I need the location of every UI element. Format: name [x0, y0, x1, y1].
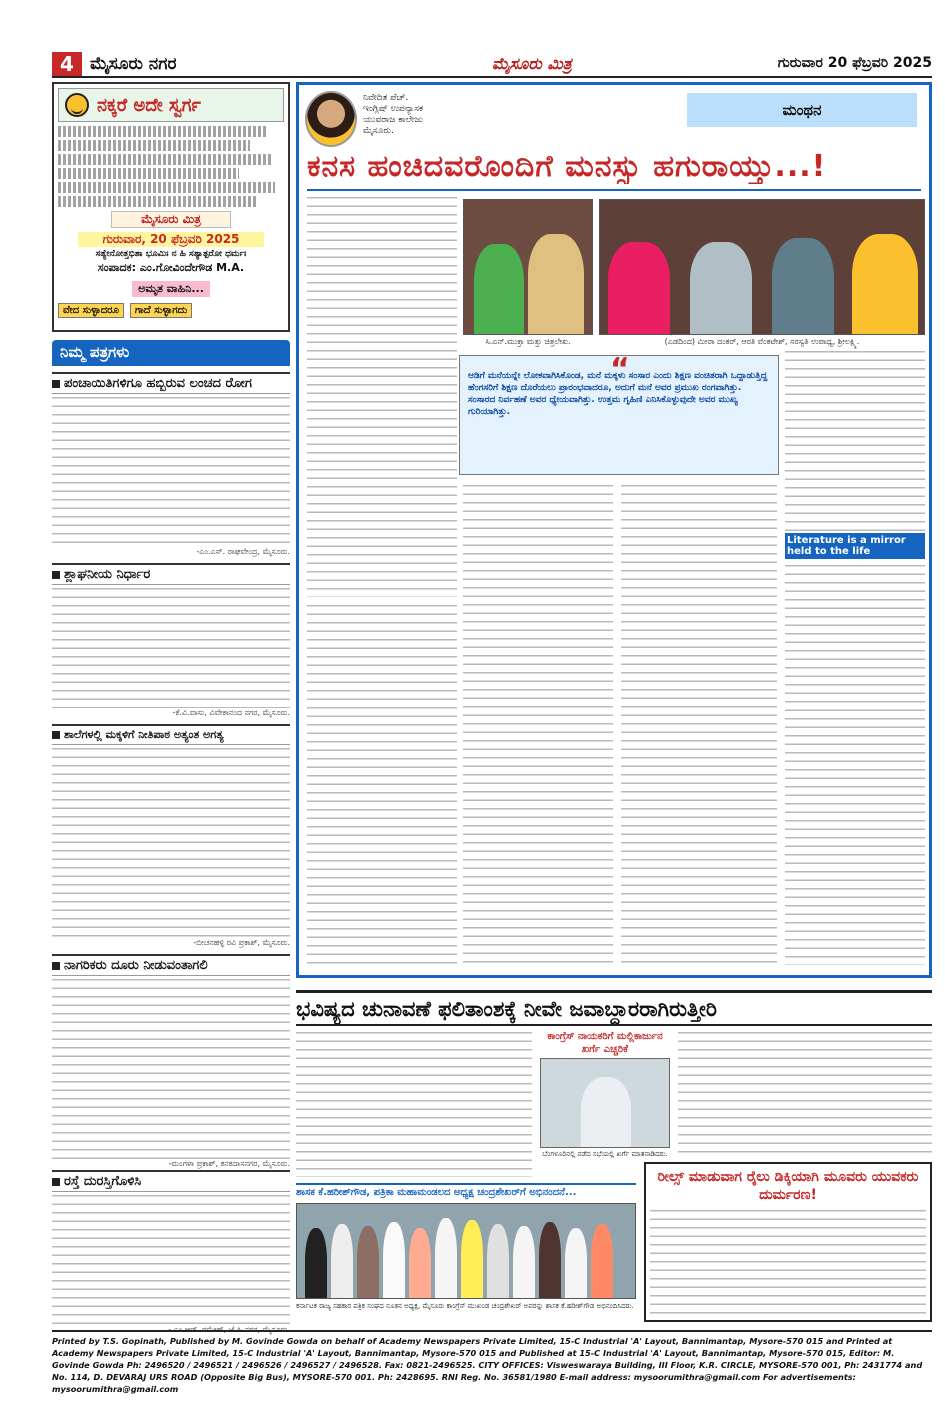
feature-text-col-1b — [307, 605, 457, 965]
letter-title: ರಸ್ತೆ ದುರಸ್ತಿಗೊಳಿಸಿ — [64, 1174, 142, 1189]
left-column — [52, 82, 290, 1169]
letter-signature: -ಎಂ.ಎಸ್. ರಾಘವೇಂದ್ರ, ಮೈಸೂರು. — [196, 547, 290, 556]
pull-quote-text: ಆಡಿಗೆ ಮನೆಯನ್ನೇ ಲೋಕವಾಗಿಸಿಕೊಂಡ, ಮನೆ ಮಕ್ಕಳು ಸಂಸಾರ ಎಂದು ಶಿಕ್ಷಣ ವಂಚಿತರಾಗಿ ಒದ್ದಾಡುತ್ತಿದ್ದ ಹೆಂಗಸರಿಗೆ ಶಿಕ್ಷಣ ದೊರೆಯಲು ಪ್ರಾರಂಭವಾದರೂ, ಅದುಗೆ ಮನೆ ಅವರ ಪ್ರಮುಖ ರಂಗವಾಗಿತ್ತು. ಸಂಸಾರದ ನಿರ್ವಹಣೆ ಅವರ ಧ್ಯೇಯವಾಗಿತ್ತು. ಉತ್ತಮ ಗೃಹಿಣಿ ಎನಿಸಿಕೊಳ್ಳುವುದೇ ಅವರ ಮುಖ್ಯ ಗುರಿಯಾಗಿತ್ತು. — [468, 371, 768, 417]
feature-article — [296, 82, 932, 978]
letter-body — [52, 588, 290, 708]
letter-body — [52, 1195, 290, 1325]
letter-title: ಪಂಚಾಯಿತಿಗಳಿಗೂ ಹಬ್ಬಿರುವ ಲಂಚದ ರೋಗ — [64, 376, 252, 391]
letter-item — [52, 954, 290, 1169]
bullet-icon — [52, 962, 60, 970]
group-photo — [296, 1203, 636, 1299]
joke-title: ನಕ್ಕರೆ ಅದೇ ಸ್ವರ್ಗ — [97, 94, 201, 116]
author-line: ಇಂಗ್ಲಿಷ್ ಉಪನ್ಯಾಸಕ — [363, 104, 424, 114]
mini-paper-logo: ಮೈಸೂರು ಮಿತ್ರ — [111, 211, 231, 228]
bullet-icon — [52, 380, 60, 388]
letter-body — [52, 748, 290, 938]
feature-text-col-5a — [785, 351, 925, 531]
letter-signature: -ಮಂಗಳಾ ಪ್ರಕಾಶ್, ಕನಕದಾಸನಗರ, ಮೈಸೂರು. — [168, 1159, 290, 1168]
feature-text-col-3 — [621, 485, 777, 965]
election-text-left — [296, 1032, 532, 1177]
column-name: ಮಂಥನ — [687, 93, 917, 127]
author-line: ಮೈಸೂರು. — [363, 126, 394, 136]
kharge-photo-label: ಕಾಂಗ್ರೆಸ್ ನಾಯಕರಿಗೆ ಮಲ್ಲಿಕಾರ್ಜುನ ಖರ್ಗೆ ಎಚ್ಚರಿಕೆ — [547, 1031, 663, 1055]
section-name: ಮೈಸೂರು ನಗರ — [90, 54, 177, 74]
author-line: ಯುವರಾಜ ಕಾಲೇಜು — [363, 115, 424, 125]
veda-tag-2: ಗಾದೆ ಸುಳ್ಳಾಗದು — [130, 303, 192, 318]
letter-body — [52, 979, 290, 1159]
page-number-badge: 4 — [52, 52, 82, 76]
reels-story — [644, 1162, 932, 1322]
letter-item — [52, 1170, 290, 1335]
photo-caption-right: (ಎಡದಿಂದ) ಮೀರಾ ದಂಕರ್, ಆರತಿ ವೆಂಕಟೇಶ್, ಸರಸ್ವತಿ ಉಪಾಧ್ಯ, ಶ್ರೀಲಕ್ಷ್ಮಿ. — [664, 337, 860, 346]
photo-caption-left: ಸಿ.ಎನ್.ಮುಕ್ತಾ ಮತ್ತು ಚಿತ್ರಲೇಖ. — [485, 337, 571, 346]
bullet-icon — [52, 731, 60, 739]
mini-date: ಗುರುವಾರ, 20 ಫೆಬ್ರವರಿ 2025 — [78, 232, 264, 247]
joke-text — [58, 126, 284, 207]
smiley-icon — [65, 93, 89, 117]
group-photo-caption: ಕರ್ನಾಟಕ ರಾಜ್ಯ ಸಹಕಾರ ಪತ್ರಿಕ ಸಂಘದ ನೂತನ ಅಧ್ಯಕ್ಷ, ಮೈಸೂರು ಕಾಂಗ್ರೆಸ್ ಮುಖಂಡ ಚಂದ್ರಶೇಖರ್ ಅವರನ್ನು ಶಾಸಕ ಕೆ.ಹರೀಶ್‌ಗೌಡ ಅಭಿನಂದಿಸಿದರು. — [296, 1302, 634, 1310]
election-headline: ಭವಿಷ್ಯದ ಚುನಾವಣೆ ಫಲಿತಾಂಶಕ್ಕೆ ನೀವೇ ಜವಾಬ್ದಾರರಾಗಿರುತ್ತೀರಿ — [296, 990, 932, 1026]
letter-title: ಶ್ಲಾಘನೀಯ ನಿರ್ಧಾರ — [64, 567, 151, 582]
letter-title: ಶಾಲೆಗಳಲ್ಲಿ ಮಕ್ಕಳಿಗೆ ನೀತಿಪಾಠ ಅತ್ಯಂತ ಅಗತ್ಯ — [64, 728, 224, 741]
quote-icon: “ — [610, 352, 630, 387]
feature-text-col-1 — [307, 197, 457, 597]
letter-body — [52, 397, 290, 547]
divider — [307, 189, 921, 191]
paper-logo: ಮೈಸೂರು ಮಿತ್ರ — [492, 54, 572, 73]
letter-signature: - ಎಂ.ಆರ್. ರಮೇಶ್, ಜೆ.ಪಿ.ನಗರ, ಮೈಸೂರು. — [168, 1325, 290, 1334]
pull-quote — [459, 352, 779, 475]
bullet-icon — [52, 1178, 60, 1186]
kharge-photo — [540, 1058, 670, 1148]
election-text-right — [678, 1032, 932, 1157]
photo-four-women — [599, 199, 925, 335]
dateline: ಗುರುವಾರ 20 ಫೆಬ್ರವರಿ 2025 — [777, 55, 932, 71]
kharge-photo-caption: ಬೆಂಗಳೂರಿನಲ್ಲಿ ನಡೆದ ಸಭೆಯಲ್ಲಿ ಖರ್ಗೆ ಮಾತನಾಡಿದರು. — [542, 1150, 668, 1158]
photo-two-women — [463, 199, 593, 335]
veda-row — [58, 303, 284, 318]
masthead — [52, 52, 932, 78]
bullet-icon — [52, 571, 60, 579]
feature-text-col-2 — [463, 485, 613, 965]
editor-label: ಸಂಪಾದಕ: ಎಂ.ಗೋವಿಂದೇಗೌಡ M.A. — [97, 261, 245, 274]
letter-item — [52, 724, 290, 948]
joke-box — [52, 82, 290, 332]
amrita-label: ಅಮೃತ ವಾಹಿನಿ... — [132, 281, 210, 297]
joke-title-bar — [58, 88, 284, 122]
feature-headline: ಕನಸ ಹಂಚಿದವರೊಂದಿಗೆ ಮನಸ್ಸು ಹಗುರಾಯ್ತು...! — [307, 149, 827, 184]
feature-text-col-5b — [785, 565, 925, 965]
letter-signature: -ಕೆ.ವಿ.ವಾಸು, ವಿವೇಕಾನಂದ ನಗರ, ಮೈಸೂರು. — [172, 708, 290, 717]
author-line: ನಿವೇದಿತ ಪೆಚ್. — [363, 93, 409, 103]
reels-headline: ರೀಲ್ಸ್ ಮಾಡುವಾಗ ರೈಲು ಡಿಕ್ಕಿಯಾಗಿ ಮೂವರು ಯುವಕರು ದುರ್ಮರಣ! — [657, 1169, 919, 1203]
letter-signature: -ಬೀಚನಹಳ್ಳಿ ರವಿ ಪ್ರಕಾಶ್, ಮೈಸೂರು. — [193, 938, 290, 947]
letter-title: ನಾಗರಿಕರು ದೂರು ನೀಡುವಂತಾಗಲಿ — [64, 958, 208, 973]
author-block — [363, 93, 423, 137]
imprint: Printed by T.S. Gopinath, Published by M. Govinde Gowda on behalf of Academy Newspapers Private Limited, 15-C Industrial 'A' Layout, Bannimantap, Mysore-570 015 and Printed at Academy Newspapers Private Limited, 15-C Industrial 'A' Layout, Bannimantap, Mysore-570 015 and Published at 15-C Industrial 'A' Layout, Bannimantap, Mysore-570 015, Editor: M. Govinde Gowda Ph: 2496520 / 2496521 / 2496526 / 2496527 / 2496528. Fax: 0821-2496525. CITY OFFICES: Visweswaraya Building, III Floor, K.R. CIRCLE, MYSORE-570 001, Ph: 2431774 and No. 114, D. DEVARAJ URS ROAD (Opposite Big Bus), MYSORE-570 001. Ph: 2428695. RNI Reg. No. 36581/1980 E-mail address: mysoorumithra@gmail.com For advertisements: mysoorumithra@gmail.com — [52, 1330, 932, 1392]
literature-phrase: Literature is a mirror held to the life — [785, 533, 925, 559]
letter-item — [52, 372, 290, 557]
veda-tag-1: ವೇದ ಸುಳ್ಳಾದರೂ — [58, 303, 124, 318]
author-photo — [305, 91, 357, 147]
group-photo-title: ಶಾಸಕ ಕೆ.ಹರೀಶ್‌ಗೌಡ, ಪತ್ರಿಕಾ ಮಹಾಮಂಡಲದ ಅಧ್ಯಕ್ಷ ಚಂದ್ರಶೇಖರ್‌ಗೆ ಅಭಿನಂದನೆ... — [296, 1183, 636, 1201]
letter-item — [52, 563, 290, 718]
letters-header: ನಿಮ್ಮ ಪತ್ರಗಳು — [52, 340, 290, 366]
reels-text — [650, 1210, 926, 1318]
motto: ಸತ್ಯೇನೋತ್ತಭಿತಾ ಭೂಮಿಃ ನ ಹಿ ಸತ್ಯಾತ್ಪರೋ ಧರ್ಮಃ — [95, 249, 247, 259]
